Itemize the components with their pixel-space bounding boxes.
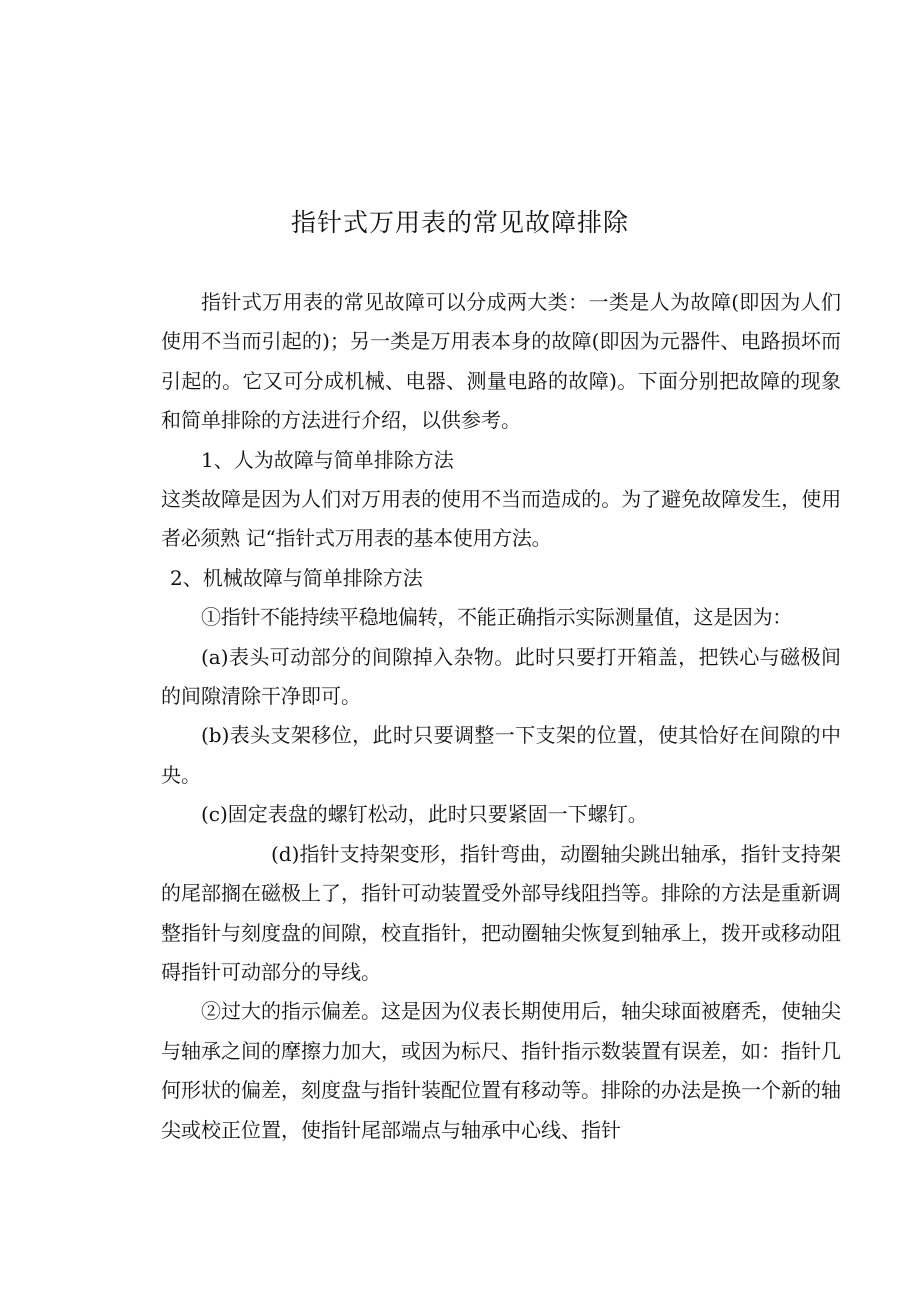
paragraph-intro: 指针式万用表的常见故障可以分成两大类：一类是人为故障(即因为人们使用不当而引起的)；另一类是万用表本身的故障(即因为元器件、电路损坏而引起的。它又可分成机械、电器、测量电路的故障)。下面分别把故障的现象和简单排除的方法进行介绍，以供参考。: [161, 290, 841, 433]
heading-section-2: 2、机械故障与简单排除方法: [170, 565, 423, 590]
paragraph-item-b: (b)表头支架移位，此时只要调整一下支架的位置，使其恰好在间隙的中央。: [161, 723, 841, 787]
paragraph-section-1: 这类故障是因为人们对万用表的使用不当而造成的。为了避免故障发生，使用者必须熟 记“指针式万用表的基本使用方法。: [161, 487, 841, 551]
paragraph-item-1: ①指针不能持续平稳地偏转，不能正确指示实际测量值，这是因为：: [201, 605, 792, 630]
document-body: [161, 283, 841, 1150]
paragraph-item-d: (d)指针支持架变形，指针弯曲，动圈轴尖跳出轴承，指针支持架的尾部搁在磁极上了，指针可动装置受外部导线阻挡等。排除的方法是重新调整指针与刻度盘的间隙，校直指针，把动圈轴尖恢复到轴承上，拨开或移动阻碍指针可动部分的导线。: [161, 841, 841, 984]
document-title: 指针式万用表的常见故障排除: [290, 208, 629, 237]
paragraph-item-2: ②过大的指示偏差。这是因为仪表长期使用后，轴尖球面被磨秃，使轴尖与轴承之间的摩擦力加大，或因为标尺、指针指示数装置有误差，如：指针几何形状的偏差，刻度盘与指针装配位置有移动等。排除的办法是换一个新的轴尖或校正位置，使指针尾部端点与轴承中心线、指针: [161, 999, 841, 1142]
heading-section-1: 1、人为故障与简单排除方法: [201, 447, 454, 472]
paragraph-item-c: (c)固定表盘的螺钉松动，此时只要紧固一下螺钉。: [201, 802, 648, 827]
paragraph-item-a: (a)表头可动部分的间隙掉入杂物。此时只要打开箱盖，把铁心与磁极间的间隙清除干净即可。: [161, 644, 841, 709]
